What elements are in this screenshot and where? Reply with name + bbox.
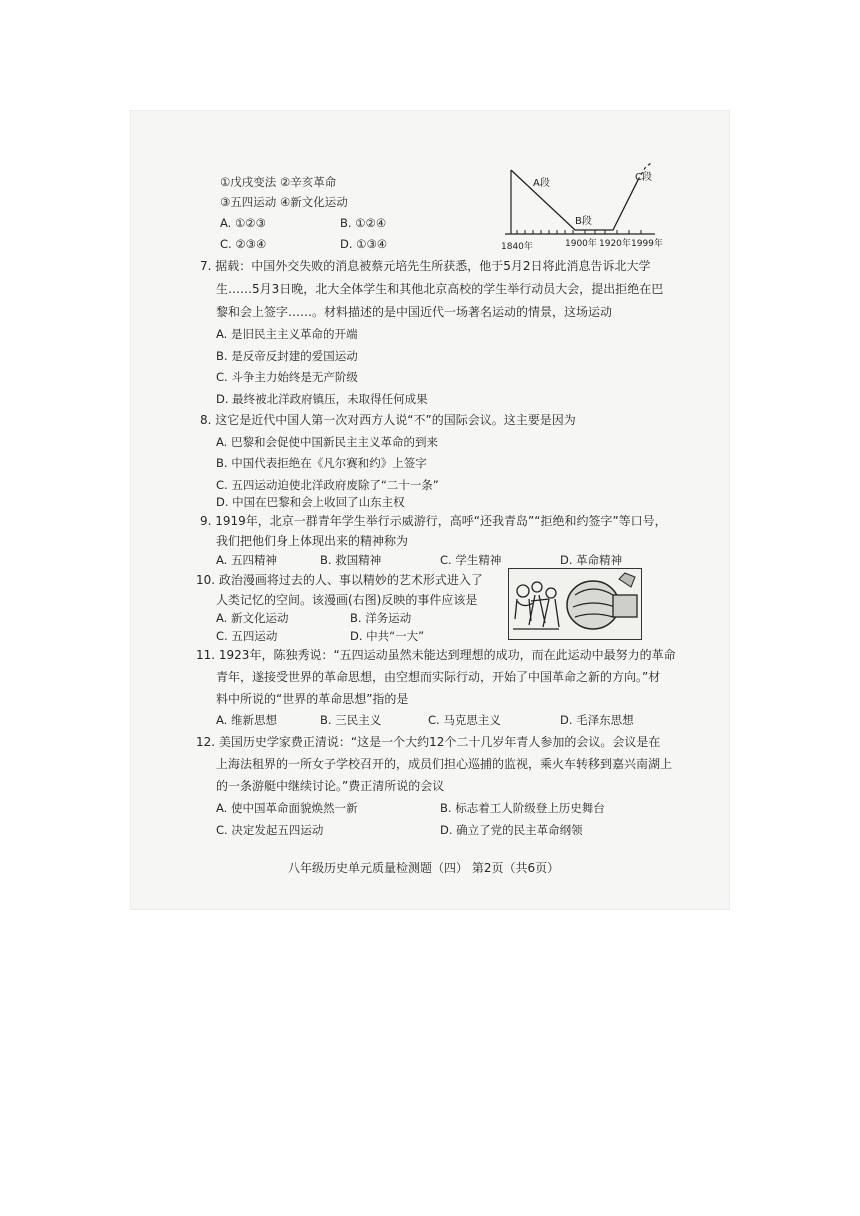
q6-option-b: B. ①②④ bbox=[340, 216, 387, 230]
q8-stem: 8. 这它是近代中国人第一次对西方人说“不”的国际会议。这主要是因为 bbox=[200, 413, 576, 427]
q6-option-d: D. ①③④ bbox=[340, 237, 388, 251]
q10-option-d: D. 中共“一大” bbox=[350, 629, 425, 643]
q9-stem-line1: 9. 1919年，北京一群青年学生举行示威游行，高呼“还我青岛”“拒绝和约签字”等口号， bbox=[200, 514, 667, 528]
q11-stem-line1: 11. 1923年，陈独秀说：“五四运动虽然未能达到理想的成功，而在此运动中最努力的革命 bbox=[196, 648, 676, 662]
graph-label-b: B段 bbox=[575, 216, 592, 227]
q7-option-a: A. 是旧民主主义革命的开端 bbox=[216, 327, 358, 341]
q12-stem-line3: 的一条游艇中继续讨论。”费正清所说的会议 bbox=[216, 779, 445, 793]
q10-stem-line1: 10. 政治漫画将过去的人、事以精妙的艺术形式进入了 bbox=[196, 573, 483, 587]
q6-options-line2: ③五四运动 ④新文化运动 bbox=[220, 195, 348, 209]
q10-option-b: B. 洋务运动 bbox=[350, 611, 412, 625]
q6-trend-graph bbox=[495, 158, 675, 253]
exam-page bbox=[130, 110, 730, 910]
q7-option-c: C. 斗争主力始终是无产阶级 bbox=[216, 370, 358, 384]
q11-stem-line3: 料中所说的“世界的革命思想”指的是 bbox=[216, 692, 409, 706]
q10-political-cartoon bbox=[508, 568, 642, 640]
q6-options-line1: ①戊戌变法 ②辛亥革命 bbox=[220, 175, 337, 189]
q10-option-c: C. 五四运动 bbox=[216, 629, 278, 643]
q11-option-d: D. 毛泽东思想 bbox=[560, 713, 634, 727]
graph-year-1999: 1999年 bbox=[631, 239, 663, 249]
q8-option-a: A. 巴黎和会促使中国新民主主义革命的到来 bbox=[216, 435, 438, 449]
graph-label-c: C段 bbox=[635, 172, 652, 183]
q8-option-b: B. 中国代表拒绝在《凡尔赛和约》上签字 bbox=[216, 456, 427, 470]
q7-stem-line3: 黎和会上签字……。材料描述的是中国近代一场著名运动的情景，这场运动 bbox=[216, 305, 613, 319]
q9-option-b: B. 救国精神 bbox=[320, 553, 382, 567]
q11-stem-line2: 青年，遂接受世界的革命思想，由空想而实际行动，开始了中国革命之新的方向。”材 bbox=[216, 670, 661, 684]
graph-label-a: A段 bbox=[533, 178, 550, 189]
q11-option-b: B. 三民主义 bbox=[320, 713, 382, 727]
q6-option-a: A. ①②③ bbox=[220, 216, 266, 230]
graph-year-1920: 1920年 bbox=[599, 239, 631, 249]
q12-stem-line2: 上海法租界的一所女子学校召开的，成员们担心巡捕的监视，乘火车转移到嘉兴南湖上 bbox=[216, 757, 673, 771]
q12-option-c: C. 决定发起五四运动 bbox=[216, 823, 324, 837]
q12-option-b: B. 标志着工人阶级登上历史舞台 bbox=[440, 801, 605, 815]
page-footer: 八年级历史单元质量检测题（四） 第2页（共6页） bbox=[288, 861, 560, 875]
q12-option-d: D. 确立了党的民主革命纲领 bbox=[440, 823, 583, 837]
q9-option-d: D. 革命精神 bbox=[560, 553, 623, 567]
q9-option-a: A. 五四精神 bbox=[216, 553, 277, 567]
q7-stem-line2: 生……5月3日晚，北大全体学生和其他北京高校的学生举行动员大会，提出拒绝在巴 bbox=[216, 282, 664, 296]
graph-year-1840: 1840年 bbox=[501, 242, 533, 252]
q7-option-b: B. 是反帝反封建的爱国运动 bbox=[216, 349, 358, 363]
q12-stem-line1: 12. 美国历史学家费正清说：“这是一个大约12个二十几岁年青人参加的会议。会议是在 bbox=[196, 735, 661, 749]
q10-option-a: A. 新文化运动 bbox=[216, 611, 289, 625]
graph-year-1900: 1900年 bbox=[565, 239, 597, 249]
q6-option-c: C. ②③④ bbox=[220, 237, 267, 251]
q10-stem-line2: 人类记忆的空间。该漫画(右图)反映的事件应该是 bbox=[216, 593, 478, 607]
q12-option-a: A. 使中国革命面貌焕然一新 bbox=[216, 801, 358, 815]
q11-option-a: A. 维新思想 bbox=[216, 713, 277, 727]
q8-option-c: C. 五四运动迫使北洋政府废除了“二十一条” bbox=[216, 478, 439, 492]
q8-option-d: D. 中国在巴黎和会上收回了山东主权 bbox=[216, 495, 405, 509]
q7-stem-line1: 7. 据载：中国外交失败的消息被蔡元培先生所获悉，他于5月2日将此消息告诉北大学 bbox=[200, 259, 651, 273]
cartoon-drawing bbox=[509, 569, 641, 639]
q11-option-c: C. 马克思主义 bbox=[428, 713, 501, 727]
q9-option-c: C. 学生精神 bbox=[440, 553, 502, 567]
q9-stem-line2: 我们把他们身上体现出来的精神称为 bbox=[216, 534, 409, 548]
q7-option-d: D. 最终被北洋政府镇压，未取得任何成果 bbox=[216, 392, 428, 406]
